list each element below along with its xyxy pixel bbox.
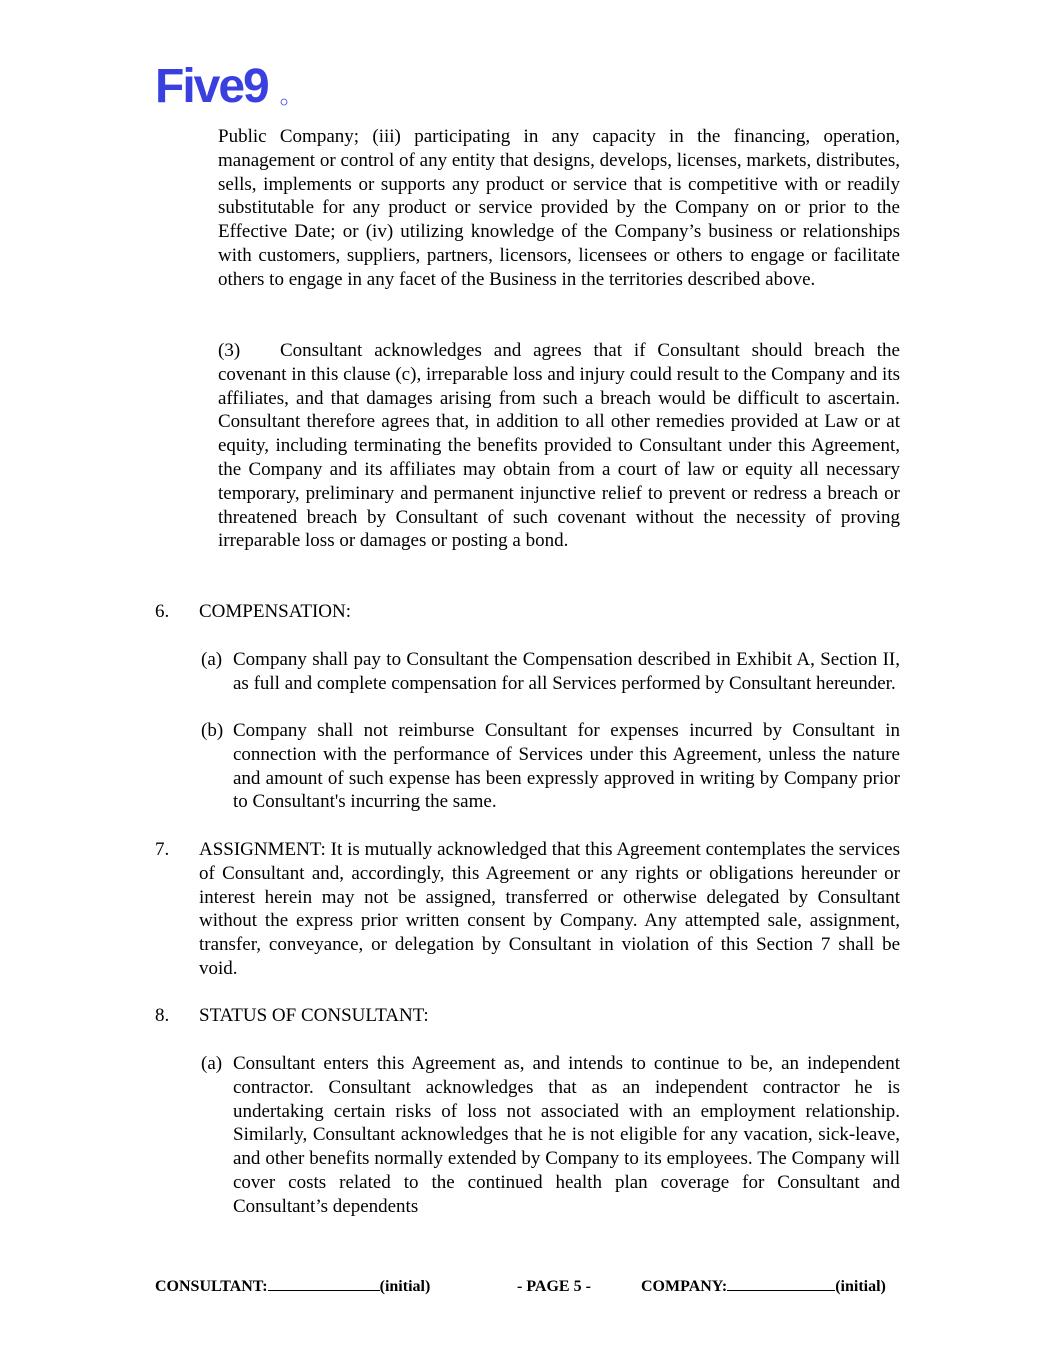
section-7-number: 7.	[155, 839, 170, 860]
consultant-initial-label: (initial)	[379, 1278, 431, 1295]
section-6-item-b-text: Company shall not reimburse Consultant for expenses incurred by Consultant in connection with the performance of Services under this Agreement, unless the nature and amount of such expense has been expressly approved in writing by Company prior to Consultant's incurring the same.	[233, 720, 900, 813]
continued-paragraph: Public Company; (iii) participating in any capacity in the financing, operation, management or control of any entity that designs, develops, licenses, markets, distributes, sells, implements or supports any product or service that is competitive with or readily substitutable for any product or service provided by the Company on or prior to the Effective Date; or (iv) utilizing knowledge of the Company’s business or relationships with customers, suppliers, partners, licensors, licensees or others to engage or facilitate others to engage in any facet of the Business in the territories described above.	[218, 126, 900, 290]
five9-logo	[155, 60, 290, 108]
section-6-item-a-text: Company shall pay to Consultant the Compensation described in Exhibit A, Section II, as full and complete compensation for all Services performed by Consultant hereunder.	[233, 649, 900, 694]
logo-text: Five9	[155, 60, 268, 108]
section-6-title: COMPENSATION:	[199, 601, 352, 622]
section-6-item-b	[201, 719, 900, 814]
section-8-title: STATUS OF CONSULTANT:	[199, 1005, 429, 1026]
section-6-item-b-label: (b)	[201, 720, 224, 741]
section-8-number: 8.	[155, 1005, 170, 1026]
section-8-heading	[155, 1004, 429, 1028]
section-6-number: 6.	[155, 601, 170, 622]
registered-mark-icon	[281, 99, 287, 105]
company-initial-blank	[727, 1276, 835, 1291]
paragraph-3	[218, 339, 900, 553]
page-number: - PAGE 5 -	[517, 1278, 591, 1295]
section-6-item-a	[201, 648, 900, 696]
company-initial-field	[641, 1275, 886, 1299]
company-initial-label: (initial)	[835, 1278, 886, 1295]
paragraph-3-number: (3)	[218, 340, 241, 361]
consultant-initial-blank	[268, 1276, 380, 1291]
section-6-item-a-label: (a)	[201, 649, 223, 670]
section-8-item-a	[201, 1052, 900, 1219]
consultant-label: CONSULTANT:	[155, 1278, 268, 1295]
company-label: COMPANY:	[641, 1278, 728, 1295]
paragraph-3-text: Consultant acknowledges and agrees that if Consultant should breach the covenant in this clause (c), irreparable loss and injury could result to the Company and its affiliates, and that damages arising from such a breach would be difficult to ascertain. Consultant therefore agrees that, in addition to all other remedies provided at Law or at equity, including terminating the benefits provided to Consultant under this Agreement, the Company and its affiliates may obtain from a court of law or equity all necessary temporary, preliminary and permanent injunctive relief to prevent or redress a breach or threatened breach by Consultant of such covenant without the necessity of proving irreparable loss or damages or posting a bond.	[218, 340, 900, 552]
section-8-item-a-text: Consultant enters this Agreement as, and intends to continue to be, an independent contractor. Consultant acknowledges that as an independent contractor he is undertaking certain risks of loss not associated with an employment relationship. Similarly, Consultant acknowledges that he is not eligible for any vacation, sick-leave, and other benefits normally extended by Company to its employees. The Company will cover costs related to the continued health plan coverage for Consultant and Consultant’s dependents	[233, 1053, 900, 1217]
page-footer	[155, 1275, 900, 1299]
section-7	[155, 838, 900, 981]
section-8-item-a-label: (a)	[201, 1053, 223, 1074]
section-6-heading	[155, 600, 351, 624]
five9-logo-icon	[155, 60, 290, 108]
section-7-text: ASSIGNMENT: It is mutually acknowledged that this Agreement contemplates the services of Consultant and, accordingly, this Agreement or any rights or obligations hereunder or interest herein may not be assigned, transferred or otherwise delegated by Consultant without the express prior written consent by Company. Any attempted sale, assignment, transfer, conveyance, or delegation by Consultant in violation of this Section 7 shall be void.	[199, 839, 900, 979]
consultant-initial-field	[155, 1275, 430, 1299]
